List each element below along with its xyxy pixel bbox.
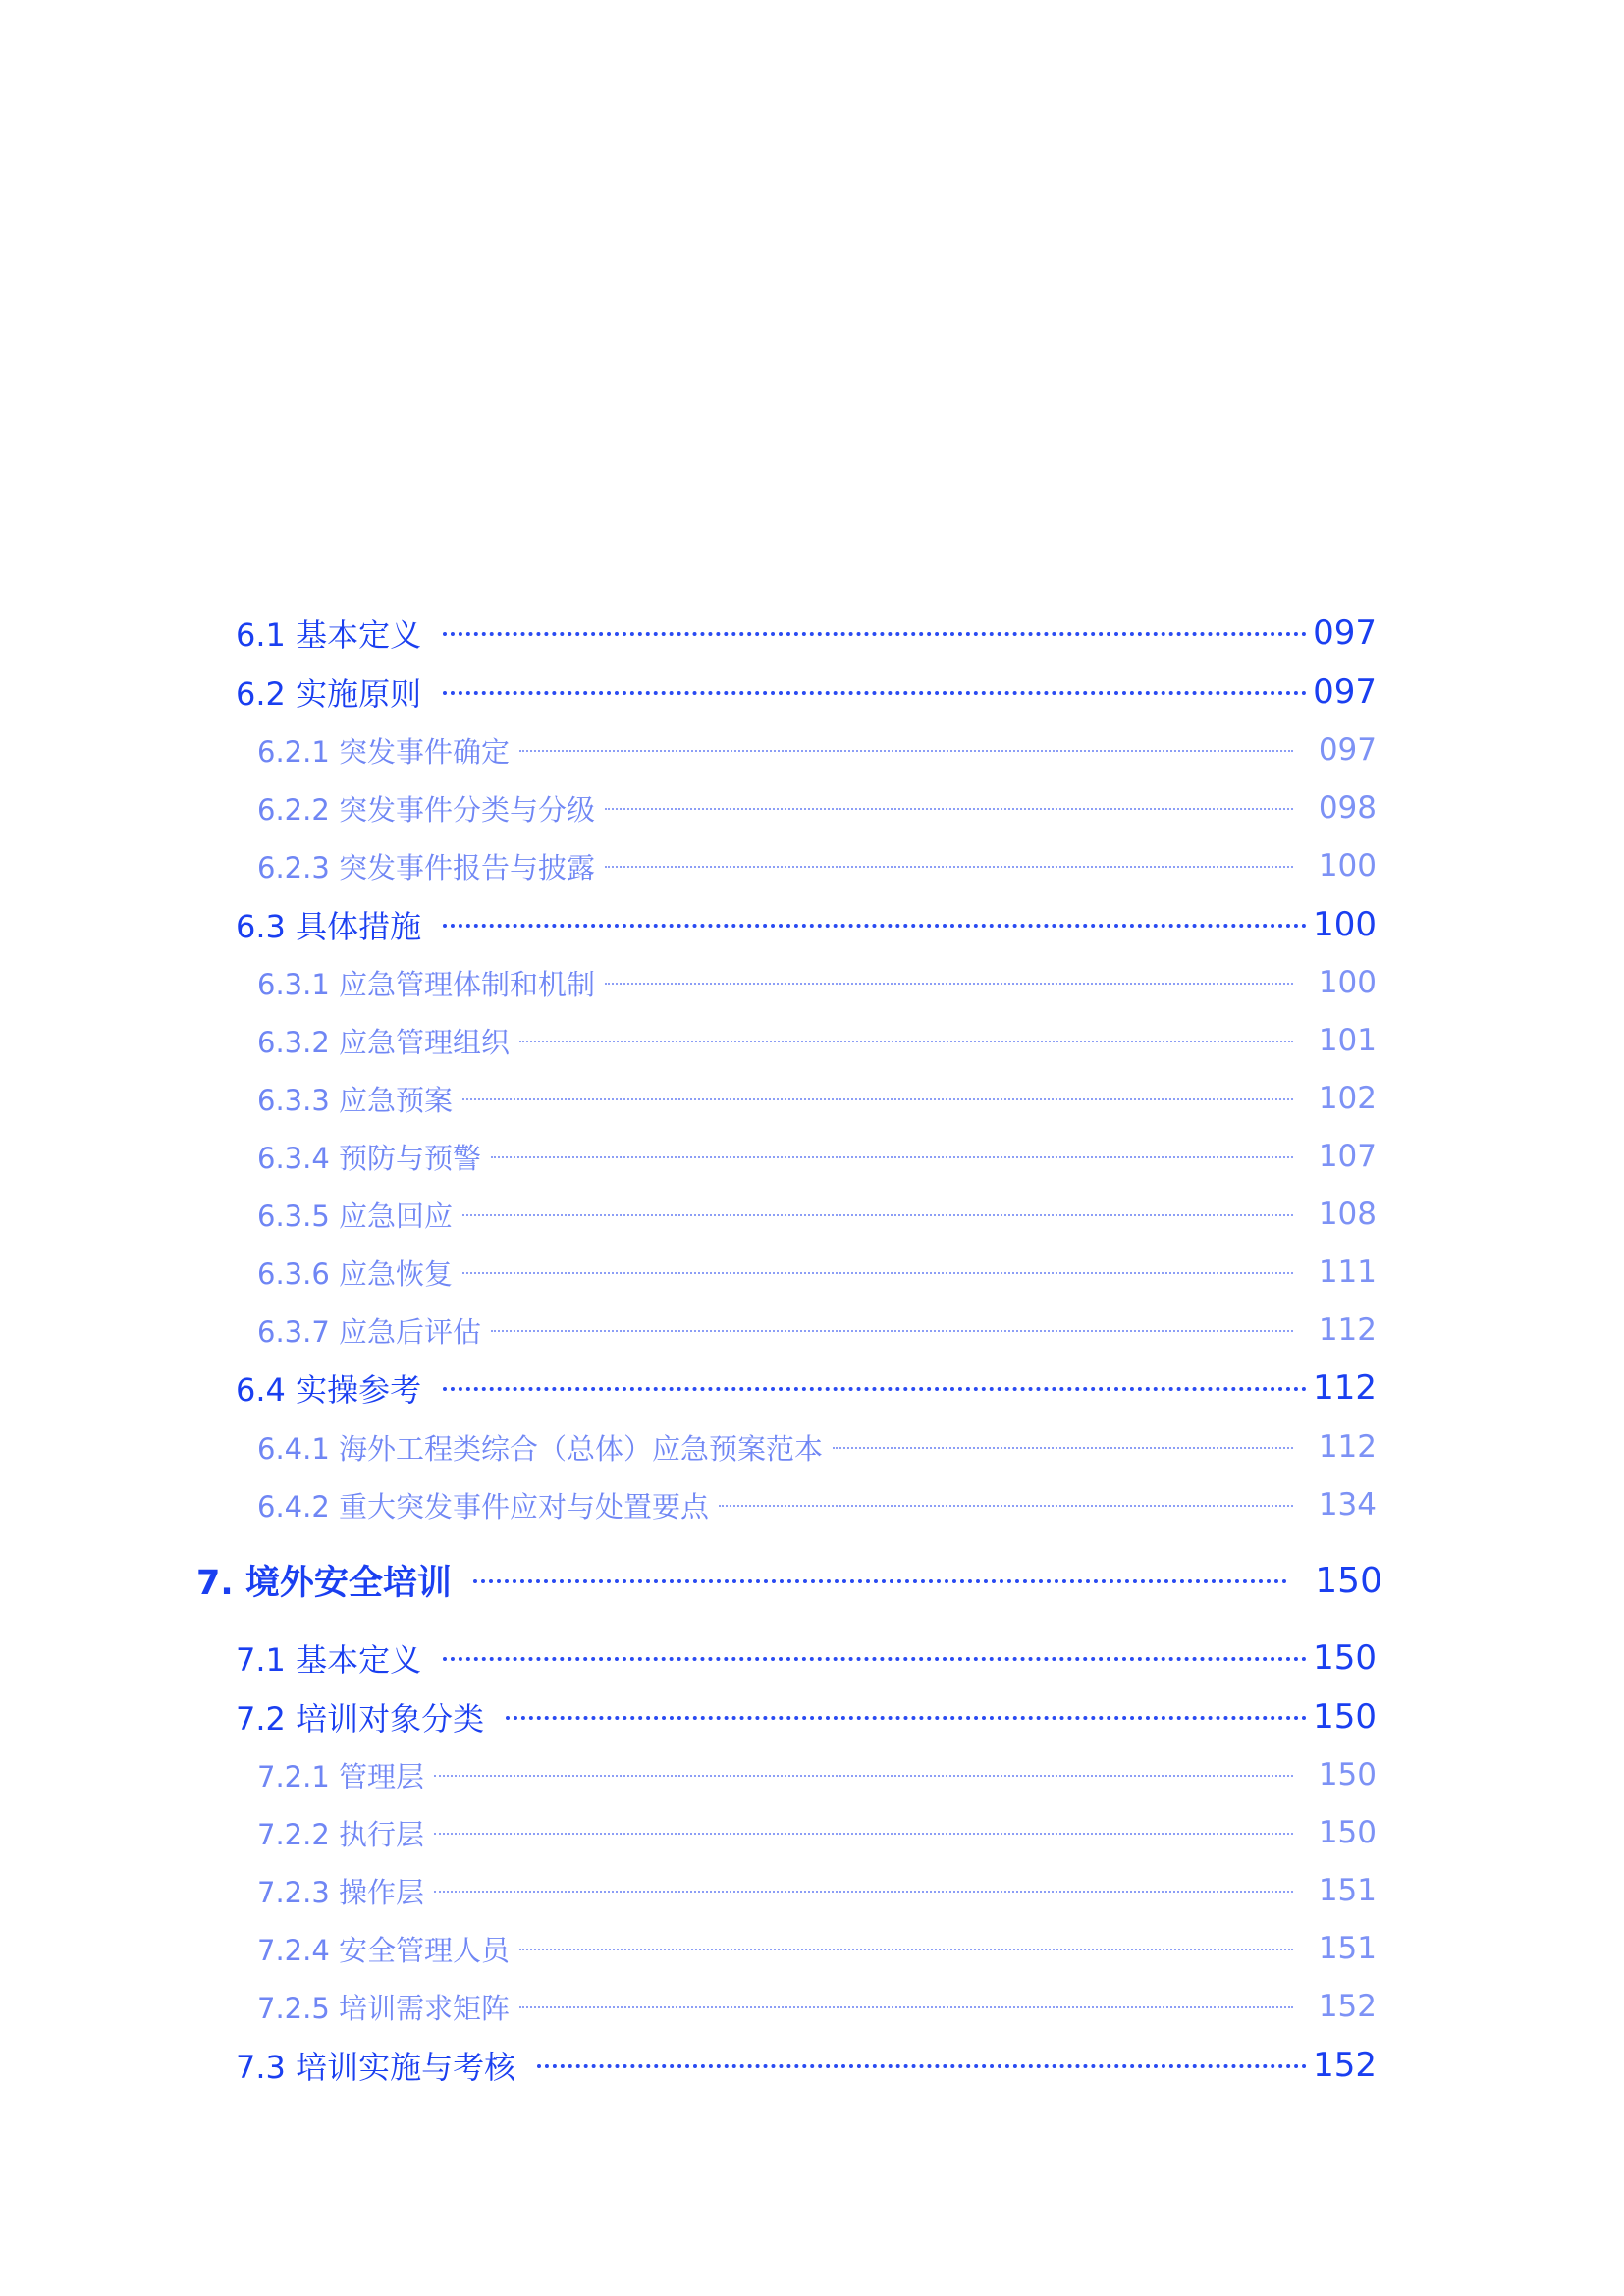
toc-entry-page-number: 150 xyxy=(1313,1638,1377,1678)
toc-subsection-entry[interactable] xyxy=(257,841,1377,890)
dot-leader xyxy=(443,632,1307,636)
toc-entry-page-number: 101 xyxy=(1318,1023,1377,1058)
toc-entry-title: 6.3.1 应急管理体制和机制 xyxy=(257,967,596,1001)
dot-leader xyxy=(462,1272,1293,1274)
toc-subsection-entry[interactable] xyxy=(257,1248,1377,1297)
dot-leader xyxy=(443,924,1307,928)
toc-entry-title: 6.3 具体措施 xyxy=(236,908,422,945)
dot-leader xyxy=(473,1579,1287,1583)
toc-entry-title: 7.2.5 培训需求矩阵 xyxy=(257,1991,511,2025)
toc-entry-page-number: 098 xyxy=(1318,790,1377,826)
toc-entry-title: 6.3.4 预防与预警 xyxy=(257,1141,482,1175)
dot-leader xyxy=(443,1657,1307,1661)
dot-leader xyxy=(443,691,1307,695)
toc-section-entry[interactable] xyxy=(236,1692,1377,1741)
toc-entry-title: 7.1 基本定义 xyxy=(236,1641,422,1679)
toc-entry-title: 6.3.6 应急恢复 xyxy=(257,1256,454,1291)
dot-leader xyxy=(491,1330,1293,1332)
toc-entry-page-number: 102 xyxy=(1318,1081,1377,1116)
dot-leader xyxy=(537,2064,1307,2068)
toc-entry-title: 6.4.2 重大突发事件应对与处置要点 xyxy=(257,1489,710,1523)
toc-entry-page-number: 152 xyxy=(1318,1989,1377,2024)
toc-entry-title: 6.2.1 突发事件确定 xyxy=(257,734,511,769)
toc-subsection-entry[interactable] xyxy=(257,1016,1377,1065)
toc-entry-page-number: 151 xyxy=(1318,1873,1377,1908)
dot-leader xyxy=(462,1214,1293,1216)
toc-entry-title: 7.2 培训对象分类 xyxy=(236,1700,485,1737)
toc-section-entry[interactable] xyxy=(236,1633,1377,1682)
toc-subsection-entry[interactable] xyxy=(257,725,1377,774)
toc-entry-page-number: 134 xyxy=(1318,1487,1377,1522)
toc-entry-page-number: 100 xyxy=(1313,905,1377,944)
toc-subsection-entry[interactable] xyxy=(257,1808,1377,1857)
toc-entry-title: 6.3.2 应急管理组织 xyxy=(257,1025,511,1059)
toc-entry-title: 6.3.3 应急预案 xyxy=(257,1083,454,1117)
dot-leader xyxy=(605,808,1293,810)
toc-section-entry[interactable] xyxy=(236,667,1377,717)
dot-leader xyxy=(434,1833,1293,1835)
dot-leader xyxy=(519,1949,1293,1950)
toc-entry-page-number: 151 xyxy=(1318,1931,1377,1966)
toc-entry-title: 7.3 培训实施与考核 xyxy=(236,2049,516,2086)
dot-leader xyxy=(833,1447,1293,1449)
toc-entry-title: 7.2.4 安全管理人员 xyxy=(257,1933,511,1967)
toc-entry-page-number: 150 xyxy=(1318,1757,1377,1792)
toc-entry-title: 6.2.3 突发事件报告与披露 xyxy=(257,850,596,884)
toc-section-entry[interactable] xyxy=(236,2041,1377,2090)
toc-section-entry[interactable] xyxy=(236,900,1377,949)
dot-leader xyxy=(605,983,1293,985)
toc-entry-page-number: 111 xyxy=(1318,1255,1377,1290)
dot-leader xyxy=(605,866,1293,868)
toc-subsection-entry[interactable] xyxy=(257,1924,1377,1973)
toc-subsection-entry[interactable] xyxy=(257,1190,1377,1239)
toc-entry-title: 7.2.1 管理层 xyxy=(257,1759,425,1793)
toc-entry-title: 6.1 基本定义 xyxy=(236,616,422,654)
toc-entry-title: 6.2.2 突发事件分类与分级 xyxy=(257,792,596,827)
toc-entry-page-number: 108 xyxy=(1318,1197,1377,1232)
toc-entry-page-number: 150 xyxy=(1313,1697,1377,1736)
toc-subsection-entry[interactable] xyxy=(257,1480,1377,1529)
toc-entry-title: 7. 境外安全培训 xyxy=(196,1564,452,1603)
toc-subsection-entry[interactable] xyxy=(257,783,1377,832)
toc-subsection-entry[interactable] xyxy=(257,1750,1377,1799)
toc-subsection-entry[interactable] xyxy=(257,1422,1377,1471)
toc-entry-title: 6.4.1 海外工程类综合（总体）应急预案范本 xyxy=(257,1431,824,1466)
toc-entry-title: 7.2.2 执行层 xyxy=(257,1817,425,1851)
dot-leader xyxy=(491,1156,1293,1158)
toc-entry-title: 6.4 实操参考 xyxy=(236,1371,422,1409)
toc-entry-page-number: 150 xyxy=(1315,1560,1382,1601)
toc-entry-page-number: 112 xyxy=(1318,1429,1377,1465)
toc-section-entry[interactable] xyxy=(236,1363,1377,1413)
toc-entry-page-number: 112 xyxy=(1318,1312,1377,1348)
toc-entry-page-number: 112 xyxy=(1313,1368,1377,1408)
toc-entry-title: 6.2 实施原则 xyxy=(236,675,422,713)
dot-leader xyxy=(519,2006,1293,2008)
toc-entry-page-number: 097 xyxy=(1313,672,1377,712)
toc-entry-page-number: 100 xyxy=(1318,848,1377,883)
toc-subsection-entry[interactable] xyxy=(257,1132,1377,1181)
toc-entry-page-number: 107 xyxy=(1318,1139,1377,1174)
dot-leader xyxy=(519,750,1293,752)
dot-leader xyxy=(434,1775,1293,1777)
toc-entry-title: 7.2.3 操作层 xyxy=(257,1875,425,1909)
toc-subsection-entry[interactable] xyxy=(257,1982,1377,2031)
toc-subsection-entry[interactable] xyxy=(257,958,1377,1007)
toc-entry-page-number: 152 xyxy=(1313,2046,1377,2085)
toc-entry-page-number: 097 xyxy=(1313,614,1377,653)
toc-section-entry[interactable] xyxy=(236,609,1377,658)
toc-entry-title: 6.3.7 应急后评估 xyxy=(257,1314,482,1349)
toc-subsection-entry[interactable] xyxy=(257,1306,1377,1355)
dot-leader xyxy=(519,1041,1293,1042)
toc-entry-title: 6.3.5 应急回应 xyxy=(257,1199,454,1233)
toc-subsection-entry[interactable] xyxy=(257,1074,1377,1123)
dot-leader xyxy=(719,1505,1293,1507)
dot-leader xyxy=(434,1891,1293,1893)
dot-leader xyxy=(462,1098,1293,1100)
toc-entry-page-number: 097 xyxy=(1318,732,1377,768)
toc-chapter-entry[interactable] xyxy=(196,1556,1382,1605)
toc-subsection-entry[interactable] xyxy=(257,1866,1377,1915)
dot-leader xyxy=(443,1387,1307,1391)
toc-entry-page-number: 100 xyxy=(1318,965,1377,1000)
dot-leader xyxy=(506,1716,1307,1720)
toc-entry-page-number: 150 xyxy=(1318,1815,1377,1850)
